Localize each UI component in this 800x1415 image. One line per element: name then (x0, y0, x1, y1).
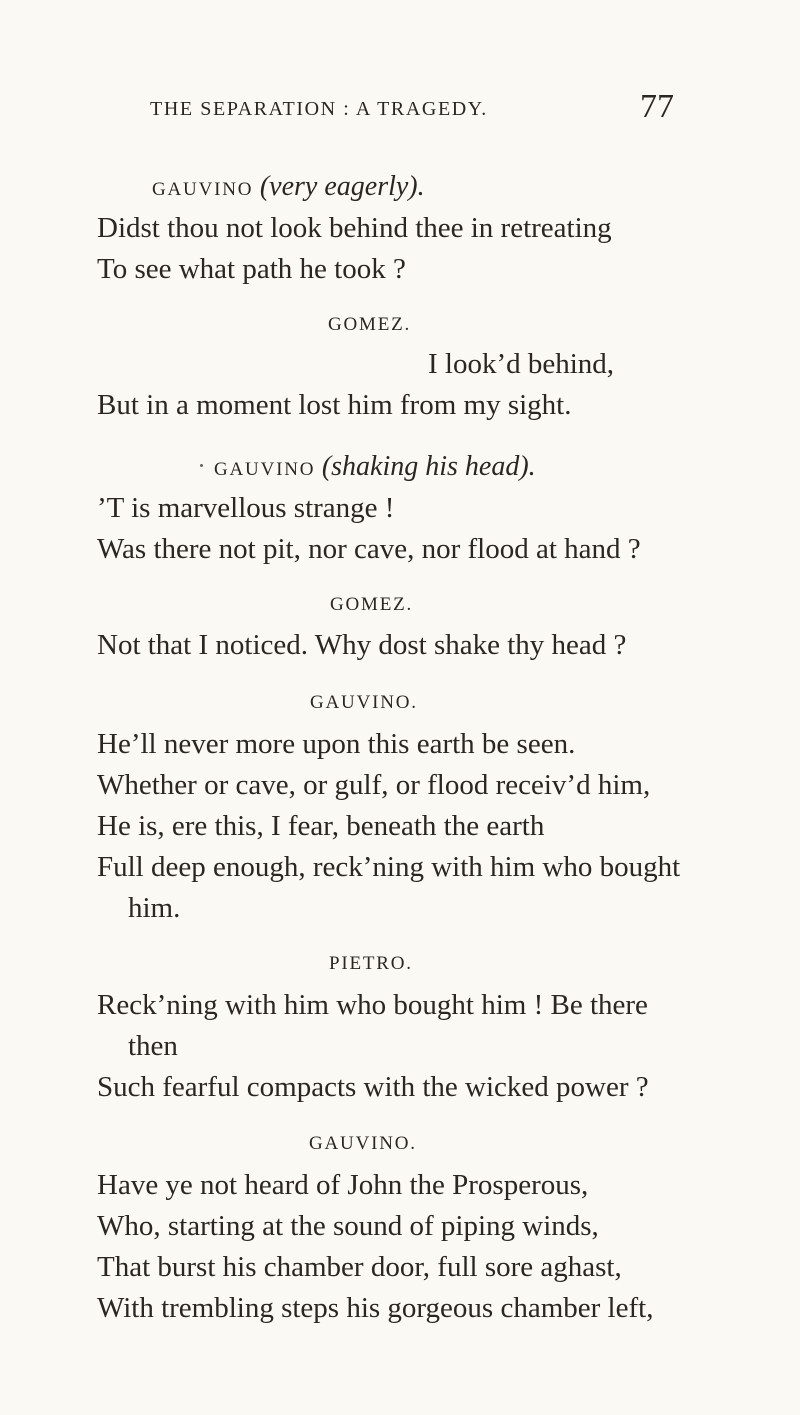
verse-line: He’ll never more upon this earth be seen. (97, 728, 576, 760)
speaker-heading (329, 953, 413, 975)
stage-direction: (very eagerly). (259, 171, 425, 202)
verse-line: Whether or cave, or gulf, or flood receiv’d him, (97, 769, 651, 801)
verse-line: Not that I noticed. Why dost shake thy head ? (97, 629, 627, 661)
verse-line: Reck’ning with him who bought him ! Be there (97, 989, 648, 1021)
verse-line: ’T is marvellous strange ! (97, 492, 395, 524)
verse-line: Such fearful compacts with the wicked power ? (97, 1071, 649, 1103)
speaker-name: PIETRO. (329, 953, 413, 974)
speaker-heading (152, 171, 425, 203)
speaker-heading (309, 1133, 417, 1155)
speaker-heading (330, 594, 413, 616)
verse-line: With trembling steps his gorgeous chamber left, (97, 1292, 654, 1324)
verse-line: then (128, 1030, 178, 1062)
verse-line: But in a moment lost him from my sight. (97, 389, 572, 421)
verse-line: Full deep enough, reck’ning with him who bought (97, 851, 681, 883)
margin-mark (200, 464, 203, 467)
speaker-heading (328, 314, 411, 336)
running-title: THE SEPARATION : A TRAGEDY. (150, 98, 488, 120)
verse-line: him. (128, 892, 181, 924)
verse-line: I look’d behind, (428, 348, 615, 380)
speaker-name: GAUVINO. (309, 1133, 417, 1154)
verse-line: Didst thou not look behind thee in retreating (97, 212, 612, 244)
speaker-name: GOMEZ. (328, 314, 412, 335)
speaker-heading (214, 451, 536, 483)
verse-line: Who, starting at the sound of piping winds, (97, 1210, 599, 1242)
speaker-name: GAUVINO (214, 459, 316, 480)
speaker-heading (310, 692, 418, 714)
verse-line: That burst his chamber door, full sore aghast, (97, 1251, 622, 1283)
verse-line: He is, ere this, I fear, beneath the earth (97, 810, 545, 842)
verse-line: Have ye not heard of John the Prosperous, (97, 1169, 589, 1201)
speaker-name: GAUVINO (152, 179, 254, 200)
verse-line: To see what path he took ? (97, 253, 406, 285)
speaker-name: GOMEZ. (330, 594, 414, 615)
verse-line: Was there not pit, nor cave, nor flood at hand ? (97, 533, 641, 565)
page-number: 77 (640, 88, 674, 125)
stage-direction: (shaking his head). (321, 451, 536, 482)
speaker-name: GAUVINO. (310, 692, 418, 713)
